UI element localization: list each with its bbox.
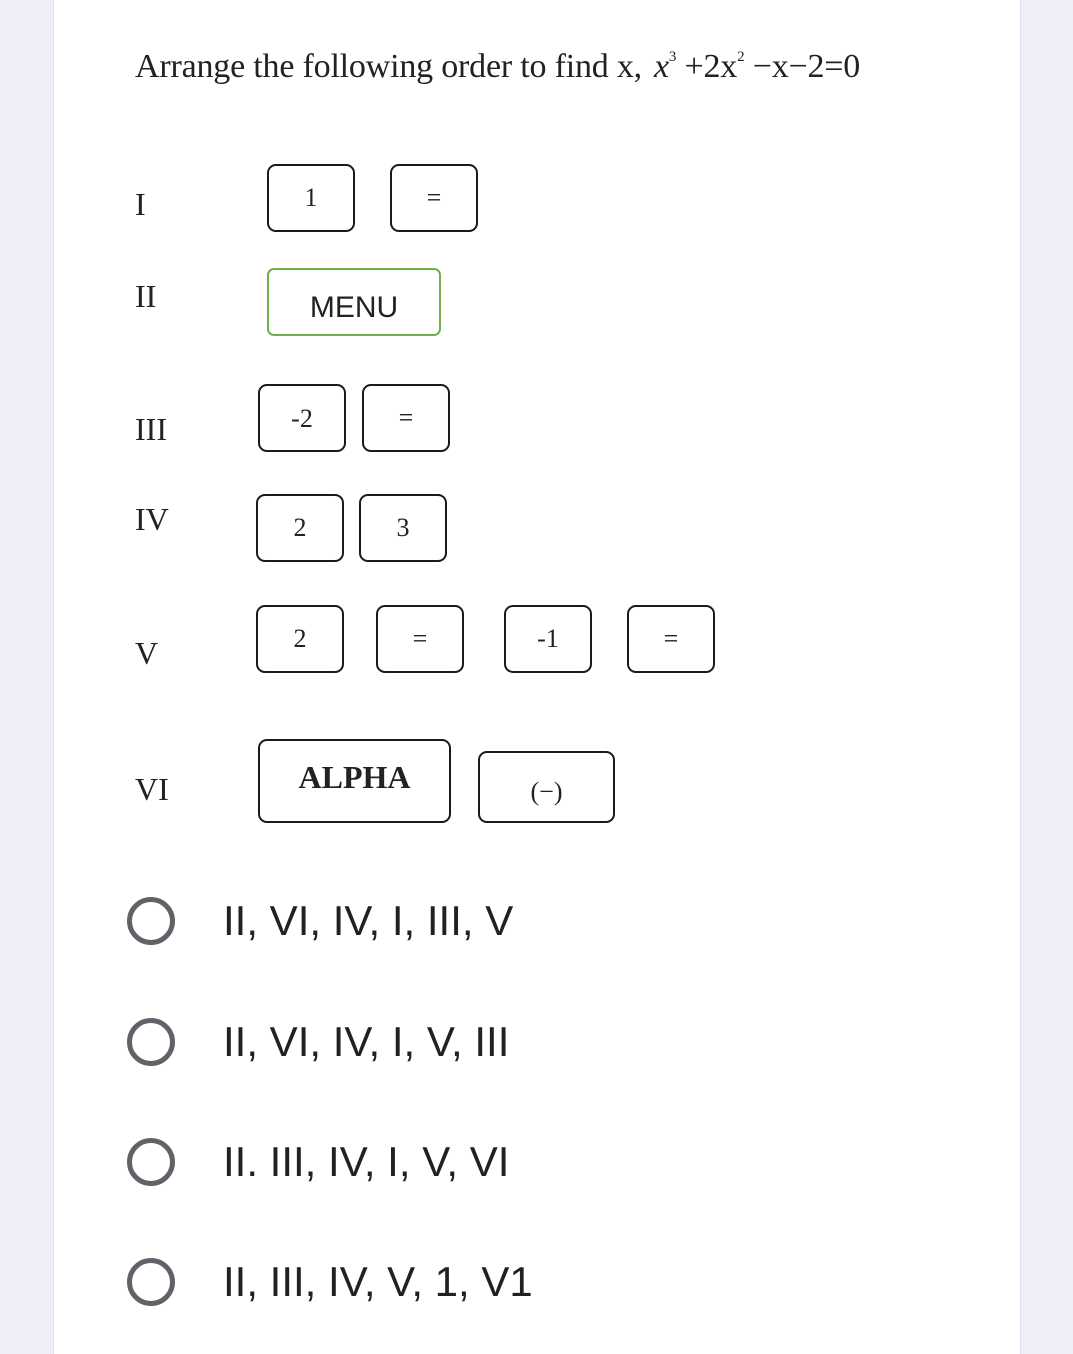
equation-plus2x: +2x <box>684 48 738 85</box>
key-equals: = <box>362 384 450 452</box>
key-3: 3 <box>359 494 447 562</box>
option-1[interactable] <box>127 891 513 951</box>
equation <box>654 48 860 85</box>
key-2: 2 <box>256 494 344 562</box>
row-label-6: VI <box>135 771 169 807</box>
key-1: 1 <box>267 164 355 232</box>
key-equals: = <box>376 605 464 673</box>
key-menu: MENU <box>267 268 441 336</box>
key-minus-1: -1 <box>504 605 592 673</box>
equation-x: x <box>653 48 669 85</box>
key-2: 2 <box>256 605 344 673</box>
equation-rest: −x−2=0 <box>752 48 861 85</box>
option-label: II, VI, IV, I, III, V <box>223 897 514 944</box>
question-text <box>135 48 860 86</box>
option-label: II, VI, IV, I, V, III <box>223 1018 510 1065</box>
radio-button[interactable] <box>127 1258 175 1306</box>
key-alpha: ALPHA <box>258 739 451 823</box>
row-label-4: IV <box>135 501 169 537</box>
option-3[interactable] <box>127 1132 509 1192</box>
row-label-1: I <box>135 186 146 222</box>
equation-exp2: 2 <box>737 48 745 65</box>
row-label-2: II <box>135 278 157 314</box>
radio-button[interactable] <box>127 1018 175 1066</box>
key-minus-2: -2 <box>258 384 346 452</box>
option-4[interactable] <box>127 1252 533 1312</box>
equation-exp3: 3 <box>668 48 677 65</box>
radio-button[interactable] <box>127 897 175 945</box>
row-label-3: III <box>135 411 167 447</box>
radio-button[interactable] <box>127 1138 175 1186</box>
key-equals: = <box>627 605 715 673</box>
row-label-5: V <box>135 635 159 671</box>
option-label: II. III, IV, I, V, VI <box>223 1138 510 1185</box>
option-label: II, III, IV, V, 1, V1 <box>223 1258 533 1305</box>
key-equals: = <box>390 164 478 232</box>
key-negative: (−) <box>478 751 615 823</box>
question-prefix: Arrange the following order to find x, <box>135 48 642 85</box>
option-2[interactable] <box>127 1012 509 1072</box>
